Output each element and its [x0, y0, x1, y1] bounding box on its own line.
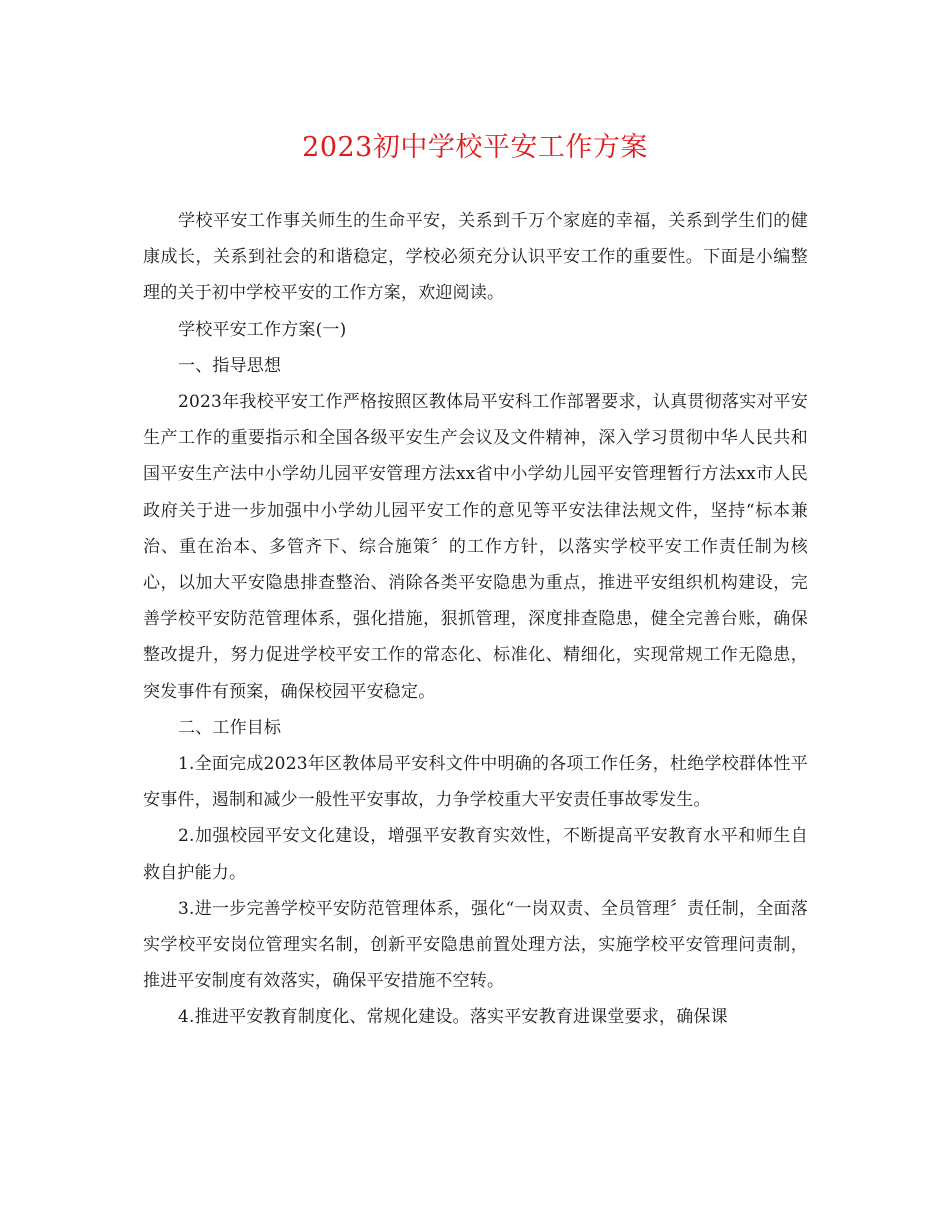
list-item-goal-3: 3.进一步完善学校平安防范管理体系，强化“一岗双责、全员管理〞责任制，全面落实学校平安岗位管理实名制，创新平安隐患前置处理方法，实施学校平安管理问责制，推进平安制度有效落实，确保平安措施不空转。 — [143, 898, 808, 992]
paragraph-guiding-ideology: 2023年我校平安工作严格按照区教体局平安科工作部署要求，认真贯彻落实对平安生产工作的重要指示和全国各级平安生产会议及文件精神，深入学习贯彻中华人民共和国平安生产法中小学幼儿园平安管理方法xx省中小学幼儿园平安管理暂行方法xx市人民政府关于进一步加强中小学幼儿园平安工作的意见等平安法律法规文件，坚持“标本兼治、重在治本、多管齐下、综合施策〞的工作方针，以落实学校平安工作责任制为核心，以加大平安隐患排查整治、消除各类平安隐患为重点，推进平安组织机构建设，完善学校平安防范管理体系，强化措施，狠抓管理，深度排查隐患，健全完善台账，确保整改提升，努力促进学校平安工作的常态化、标准化、精细化，实现常规工作无隐患，突发事件有预案，确保校园平安稳定。 — [143, 392, 808, 702]
list-item-goal-2: 2.加强校园平安文化建设，增强平安教育实效性，不断提高平安教育水平和师生自救自护能力。 — [143, 826, 808, 883]
list-item-goal-1: 1.全面完成2023年区教体局平安科文件中明确的各项工作任务，杜绝学校群体性平安事件，遏制和减少一般性平安事故，力争学校重大平安责任事故零发生。 — [143, 754, 808, 811]
section-heading-work-goals: 二、工作目标 — [178, 717, 282, 738]
section-heading-plan-one: 学校平安工作方案(一) — [178, 319, 347, 340]
section-heading-guiding-ideology: 一、指导思想 — [178, 355, 282, 376]
paragraph-intro: 学校平安工作事关师生的生命平安，关系到千万个家庭的幸福，关系到学生们的健康成长，关系到社会的和谐稳定，学校必须充分认识平安工作的重要性。下面是小编整理的关于初中学校平安的工作方案，欢迎阅读。 — [143, 211, 808, 304]
document-body — [143, 203, 808, 1036]
document-title: 2023初中学校平安工作方案 — [302, 132, 648, 163]
list-item-goal-4: 4.推进平安教育制度化、常规化建设。落实平安教育进课堂要求，确保课 — [178, 1007, 728, 1028]
